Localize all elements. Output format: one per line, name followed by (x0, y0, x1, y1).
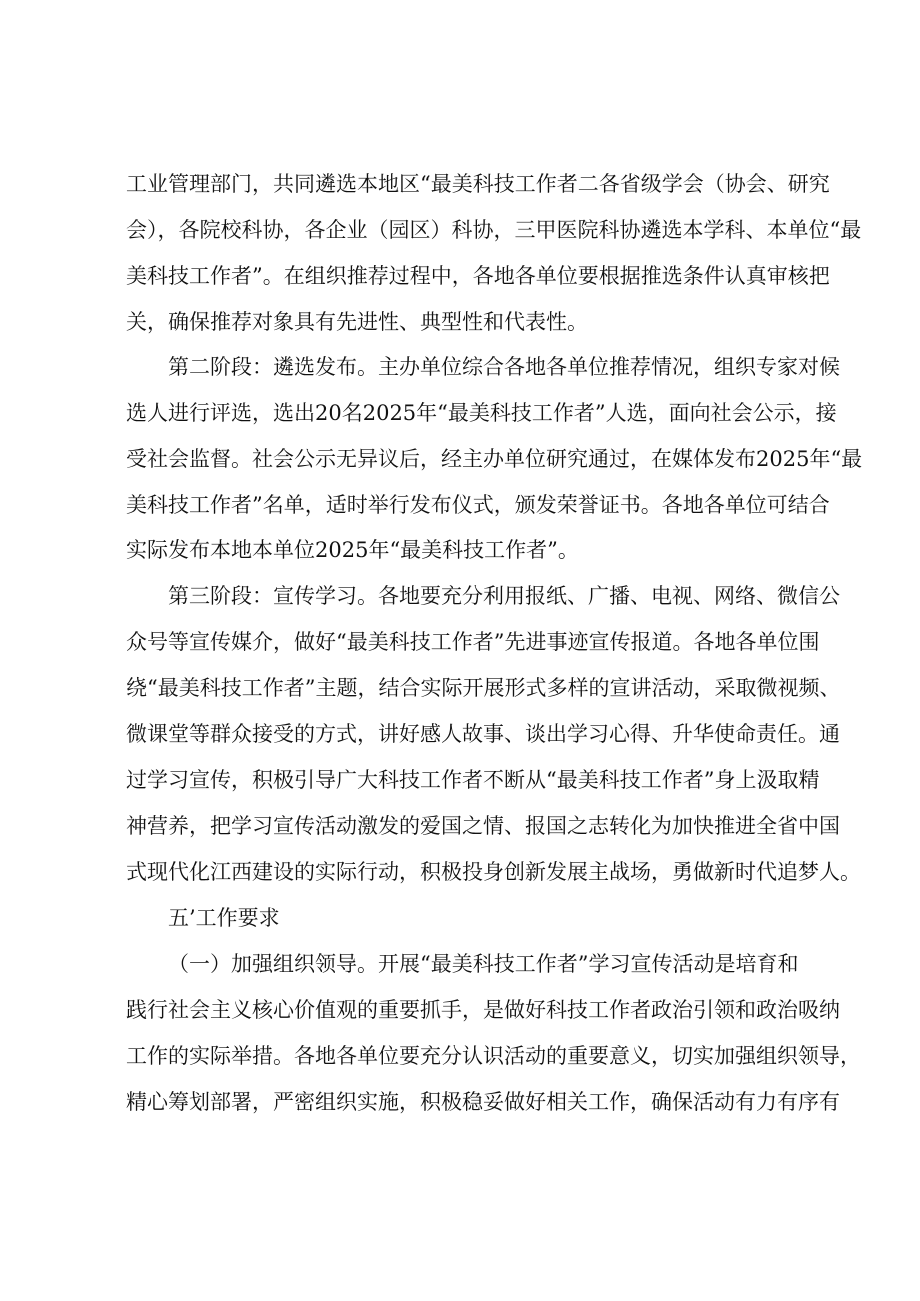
text-line: 美科技工作者”。在组织推荐过程中，各地各单位要根据推选条件认真审核把 (126, 264, 830, 288)
text-line: 会），各院校科协，各企业（园区）科协，三甲医院科协遴选本学科、本单位“最 (126, 218, 862, 242)
text-line: 选人进行评选，选出20名2025年“最美科技工作者”人选，面向社会公示，接 (126, 401, 837, 425)
text-line: 过学习宣传，积极引导广大科技工作者不断从“最美科技工作者”身上汲取精 (126, 768, 820, 792)
section-heading: 五’工作要求 (168, 906, 280, 930)
text-line: 关，确保推荐对象具有先进性、典型性和代表性。 (126, 310, 588, 334)
text-line: 第三阶段：宣传学习。各地要充分利用报纸、广播、电视、网络、微信公 (168, 584, 840, 608)
text-line: 受社会监督。社会公示无异议后，经主办单位研究通过，在媒体发布2025年“最 (126, 447, 863, 471)
text-line: 式现代化江西建设的实际行动，积极投身创新发展主战场，勇做新时代追梦人。 (126, 860, 861, 884)
text-line: 工作的实际举措。各地各单位要充分认识活动的重要意义，切实加强组织领导， (126, 1044, 861, 1068)
text-line: 实际发布本地本单位2025年“最美科技工作者”。 (126, 538, 579, 562)
text-line: 众号等宣传媒介，做好“最美科技工作者”先进事迹宣传报道。各地各单位围 (126, 630, 820, 654)
text-line: 工业管理部门，共同遴选本地区“最美科技工作者二各省级学会（协会、研究 (126, 172, 830, 196)
text-line: 微课堂等群众接受的方式，讲好感人故事、谈出学习心得、升华使命责任。通 (126, 722, 840, 746)
text-line: （一）加强组织领导。开展“最美科技工作者”学习宣传活动是培育和 (168, 952, 799, 976)
text-line: 精心筹划部署，严密组织实施，积极稳妥做好相关工作，确保活动有力有序有 (126, 1090, 840, 1114)
text-line: 绕“最美科技工作者”主题，结合实际开展形式多样的宣讲活动，采取微视频、 (126, 676, 841, 700)
text-line: 神营养，把学习宣传活动激发的爱国之情、报国之志转化为加快推进全省中国 (126, 814, 840, 838)
text-line: 美科技工作者”名单，适时举行发布仪式，颁发荣誉证书。各地各单位可结合 (126, 493, 830, 517)
text-line: 第二阶段：遴选发布。主办单位综合各地各单位推荐情况，组织专家对候 (168, 355, 840, 379)
text-line: 践行社会主义核心价值观的重要抓手，是做好科技工作者政治引领和政治吸纳 (126, 998, 840, 1022)
